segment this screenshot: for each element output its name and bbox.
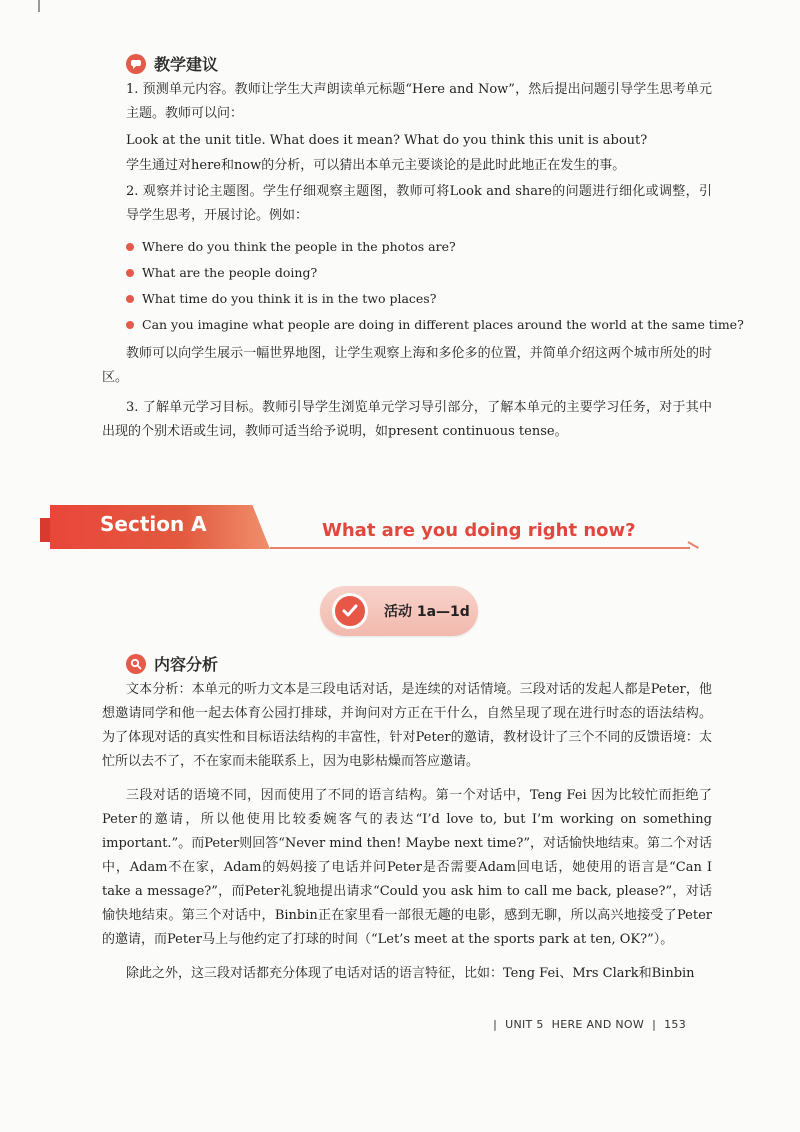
analysis-p2: 三段对话的语境不同，因而使用了不同的语言结构。第一个对话中，Teng Fei 因为比较忙而拒绝了Peter的邀请，所以他使用比较委婉客气的表达“I’d love to, but I’m working on something important.”。而Peter则回答“Never mind then! Maybe next time?”，对话愉快地结束。第二个对话中，Adam不在家，Adam的妈妈接了电话并问Peter是否需要Adam回电话，她使用的语言是“Can I take a message?”，而Peter礼貌地提出请求“Could you ask him to call me back, please?”，对话愉快地结束。第三个对话中，Binbin正在家里看一部很无趣的电影，感到无聊，所以高兴地接受了Peter的邀请，而Peter马上与他约定了打球的时间（“Let’s meet at the sports park at ten, OK?”）。 [102, 788, 712, 947]
teaching-p1b: 学生通过对here和now的分析，可以猜出本单元主要谈论的是此时此地正在发生的事。 [126, 158, 626, 173]
magnifier-icon [126, 654, 146, 674]
section-title: What are you doing right now? [322, 520, 636, 541]
page-edge-mark [38, 0, 40, 12]
chat-bubble-icon [126, 54, 146, 74]
activity-label: 活动 1a—1d [384, 604, 470, 620]
teaching-heading-text: 教学建议 [154, 55, 219, 74]
bullet-item: Can you imagine what people are doing in different places around the world at the same time? [126, 314, 744, 336]
bullet-dot-icon [126, 295, 134, 303]
analysis-p3: 除此之外，这三段对话都充分体现了电话对话的语言特征，比如：Teng Fei、Mrs Clark和Binbin [126, 966, 695, 981]
teaching-p2: 2. 观察并讨论主题图。学生仔细观察主题图，教师可将Look and share的问题进行细化或调整，引导学生思考，开展讨论。例如： [126, 184, 712, 223]
teaching-p2b: 教师可以向学生展示一幅世界地图，让学生观察上海和多伦多的位置，并简单介绍这两个城市所处的时区。 [102, 346, 712, 385]
bullet-item: Where do you think the people in the photos are? [126, 236, 456, 258]
footer-unit: UNIT 5 [505, 1018, 544, 1031]
page-footer: | UNIT 5 HERE AND NOW | 153 [493, 1018, 686, 1031]
bullet-item: What are the people doing? [126, 262, 317, 284]
analysis-p1: 文本分析：本单元的听力文本是三段电话对话，是连续的对话情境。三段对话的发起人都是Peter，他想邀请同学和他一起去体育公园打排球，并询问对方正在干什么，自然呈现了现在进行时态的语法结构。为了体现对话的真实性和目标语法结构的丰富性，针对Peter的邀请，教材设计了三个不同的反馈语境：太忙所以去不了，不在家而未能联系上，因为电影枯燥而答应邀请。 [102, 682, 712, 769]
bullet-item: What time do you think it is in the two places? [126, 288, 436, 310]
section-label: Section A [100, 512, 207, 536]
page-number: 153 [664, 1018, 686, 1031]
bullet-dot-icon [126, 321, 134, 329]
teaching-p3: 3. 了解单元学习目标。教师引导学生浏览单元学习导引部分，了解本单元的主要学习任务，对于其中出现的个别术语或生词，教师可适当给予说明，如present continuous tense。 [102, 400, 712, 439]
activity-pill [320, 586, 478, 636]
footer-title: HERE AND NOW [551, 1018, 645, 1031]
teaching-question: Look at the unit title. What does it mean? What do you think this unit is about? [126, 133, 648, 148]
analysis-heading [126, 652, 218, 675]
teaching-p1: 1. 预测单元内容。教师让学生大声朗读单元标题“Here and Now”，然后提出问题引导学生思考单元主题。教师可以问： [126, 82, 712, 121]
bullet-dot-icon [126, 243, 134, 251]
checkmark-icon [332, 593, 368, 629]
analysis-heading-text: 内容分析 [154, 655, 219, 674]
teaching-heading [126, 52, 218, 75]
section-rule [270, 547, 690, 549]
bullet-dot-icon [126, 269, 134, 277]
